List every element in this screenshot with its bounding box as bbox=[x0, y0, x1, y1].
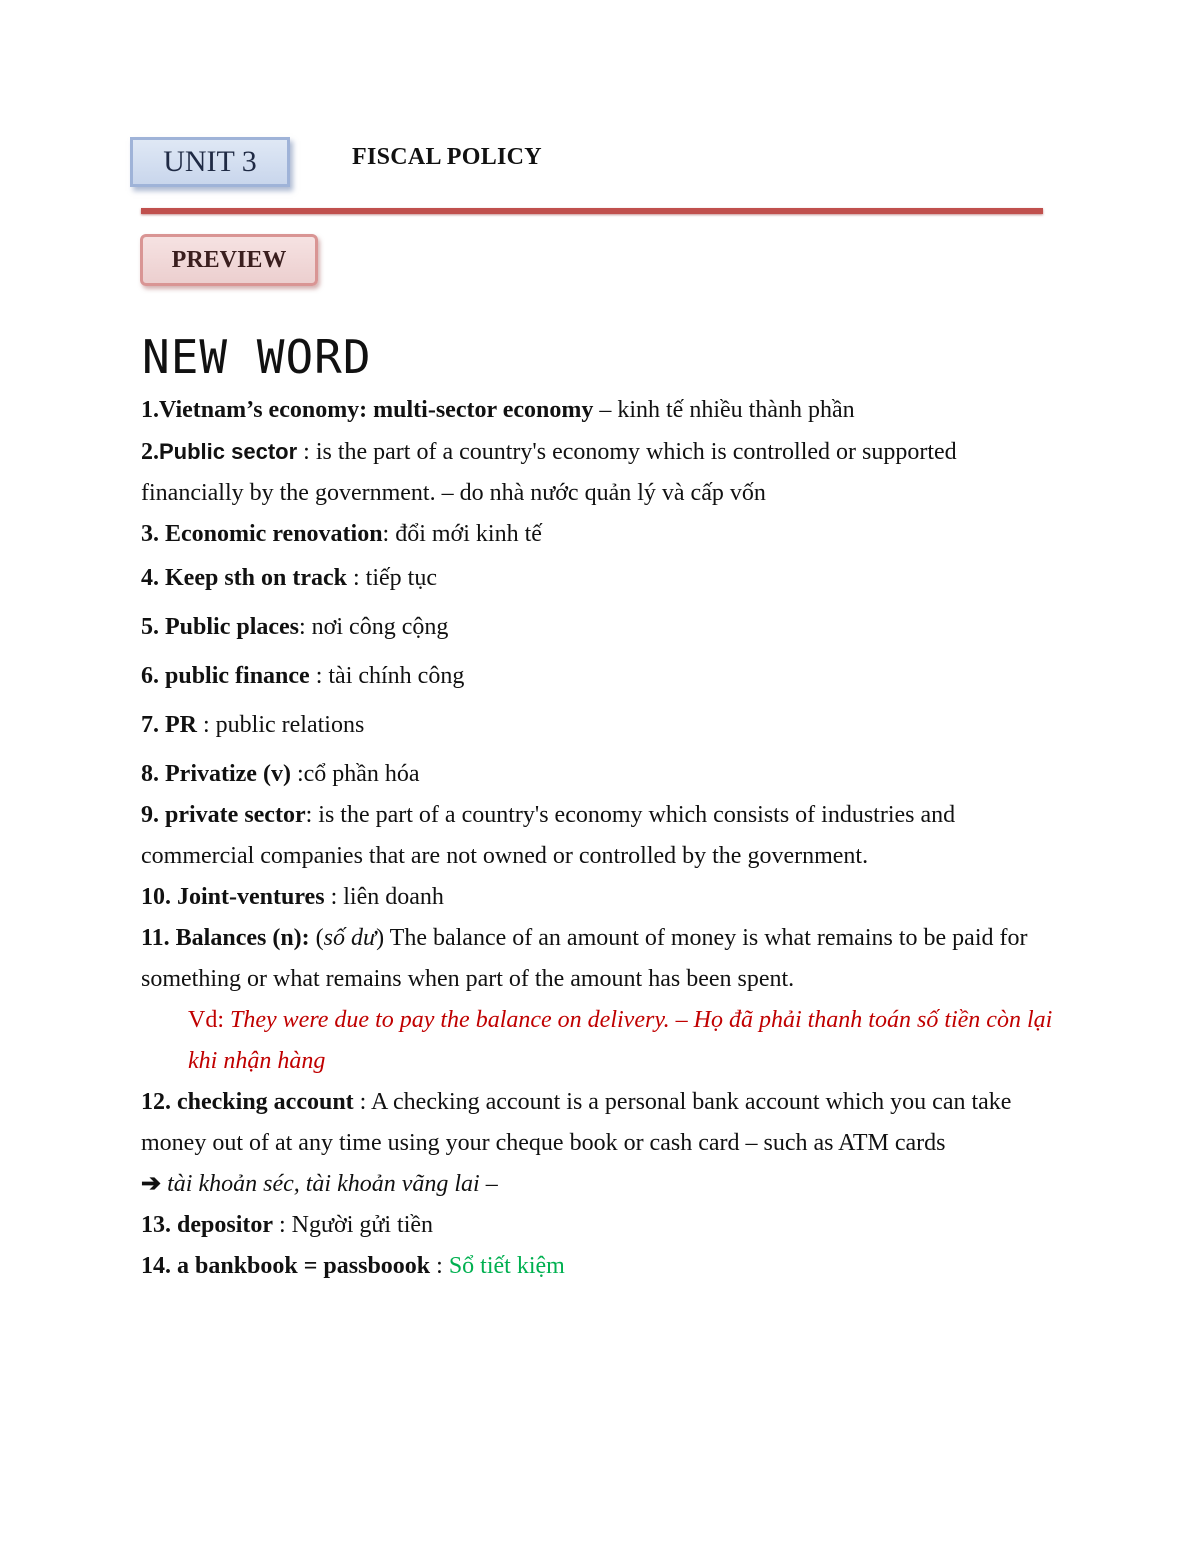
vocab-entry-2 bbox=[141, 431, 1056, 514]
vocab-entry-5 bbox=[141, 607, 1056, 648]
vocab-gloss: số dư bbox=[323, 925, 377, 951]
vocab-term: 14. a bankbook = passboook bbox=[141, 1253, 431, 1279]
unit-title: FISCAL POLICY bbox=[352, 144, 542, 170]
translation-text: tài khoản séc, tài khoản vãng lai – bbox=[161, 1171, 498, 1197]
vocab-entry-6 bbox=[141, 656, 1056, 697]
vocab-term: 10. Joint-ventures bbox=[141, 884, 325, 910]
arrow-icon: ➔ bbox=[141, 1171, 162, 1197]
vocab-definition: : is the part of a country's economy which consists of industries and commercial companies that are not owned or controlled by the government. bbox=[141, 802, 956, 869]
vocab-term: 11. Balances (n): bbox=[141, 925, 310, 951]
vocab-term: 4. Keep sth on track bbox=[141, 565, 347, 591]
vocab-definition: : A checking account is a personal bank account which you can take money out of at any time using your cheque book or cash card – such as ATM cards bbox=[141, 1089, 1012, 1156]
gloss-paren-close: ) bbox=[376, 925, 385, 951]
gloss-paren-open: ( bbox=[309, 925, 324, 951]
vocab-entry-12 bbox=[141, 1082, 1056, 1164]
vocab-definition: : tài chính công bbox=[309, 663, 465, 689]
vocab-definition: : is the part of a country's economy which is controlled or supported financially by the government. – do nhà nước quản lý và cấp vốn bbox=[141, 439, 957, 506]
vocab-definition: :cổ phần hóa bbox=[290, 761, 420, 787]
vocab-term: 6. public finance bbox=[141, 663, 310, 689]
vocab-separator: : bbox=[430, 1253, 449, 1279]
vocab-definition: : nơi công cộng bbox=[299, 614, 449, 640]
header-divider bbox=[141, 208, 1043, 214]
vocab-entry-8 bbox=[141, 754, 1056, 795]
vocab-definition: : Người gửi tiền bbox=[273, 1212, 434, 1238]
unit-label-box bbox=[130, 137, 290, 187]
vocab-entry-11 bbox=[141, 918, 1056, 1000]
preview-label-box bbox=[140, 234, 318, 286]
unit-label: UNIT 3 bbox=[163, 145, 257, 178]
vocabulary-list bbox=[141, 390, 1056, 1287]
vocab-definition: : tiếp tục bbox=[347, 565, 437, 591]
example-label: Vd: bbox=[188, 1007, 224, 1033]
vocab-entry-14 bbox=[141, 1246, 1056, 1287]
vocab-term: Public sector bbox=[159, 439, 298, 464]
section-title: NEW WORD bbox=[142, 330, 372, 384]
vocab-term: 8. Privatize (v) bbox=[141, 761, 291, 787]
vocab-entry-7 bbox=[141, 705, 1056, 746]
vocab-term: 1.Vietnam’s economy: multi-sector economy bbox=[141, 397, 594, 423]
vocab-term: 3. Economic renovation bbox=[141, 521, 383, 547]
vocab-definition: : liên doanh bbox=[324, 884, 444, 910]
vocab-entry-1 bbox=[141, 390, 1056, 431]
vocab-term: 7. PR bbox=[141, 712, 197, 738]
vocab-definition: The balance of an amount of money is what remains to be paid for something or what remains when part of the amount has been spent. bbox=[141, 925, 1028, 992]
example-text: They were due to pay the balance on delivery. – Họ đã phải thanh toán số tiền còn lại khi nhận hàng bbox=[188, 1007, 1053, 1074]
vocab-entry-4 bbox=[141, 558, 1056, 599]
preview-label: PREVIEW bbox=[171, 246, 287, 273]
vocab-definition: – kinh tế nhiều thành phần bbox=[593, 397, 855, 423]
vocab-entry-10 bbox=[141, 877, 1056, 918]
vocab-term: 12. checking account bbox=[141, 1089, 354, 1115]
vocab-number: 2. bbox=[141, 439, 159, 465]
vocab-term: 13. depositor bbox=[141, 1212, 273, 1238]
vocab-entry-9 bbox=[141, 795, 1056, 877]
vocab-entry-3 bbox=[141, 514, 1056, 555]
vocab-example bbox=[141, 1000, 1056, 1082]
vocab-entry-13 bbox=[141, 1205, 1056, 1246]
vocab-definition: Sổ tiết kiệm bbox=[448, 1253, 565, 1279]
vocab-term: 9. private sector bbox=[141, 802, 306, 828]
vocab-definition: : public relations bbox=[197, 712, 365, 738]
vocab-definition: : đổi mới kinh tế bbox=[382, 521, 542, 547]
vocab-translation bbox=[141, 1164, 1056, 1205]
vocab-term: 5. Public places bbox=[141, 614, 300, 640]
